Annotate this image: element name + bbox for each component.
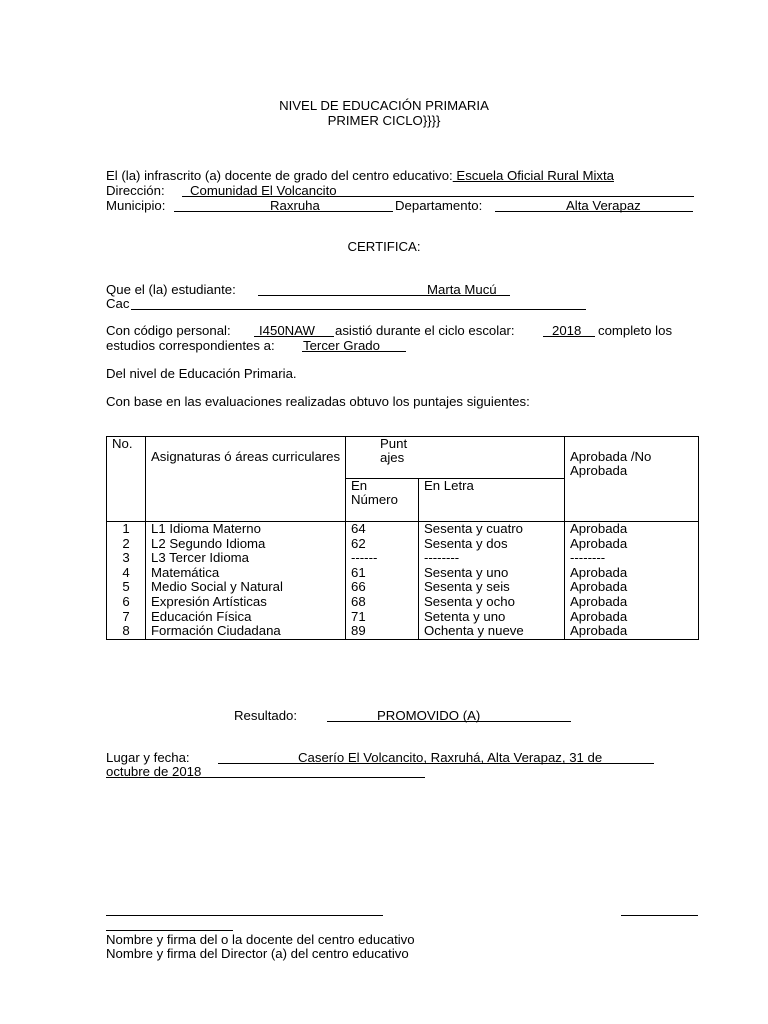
codigo-value: I450NAW — [259, 323, 315, 338]
cell-numero: 71 — [346, 610, 419, 625]
base-text: Con base en las evaluaciones realizadas obtuvo los puntajes siguientes: — [106, 394, 530, 409]
student-underline-2 — [131, 309, 586, 310]
departamento-label: Departamento: — [395, 198, 483, 213]
municipio-label: Municipio: — [106, 198, 166, 213]
header-aprobada: Aprobada /No Aprobada — [565, 437, 699, 522]
estudios-text: estudios correspondientes a: — [106, 338, 275, 353]
firma-docente-line — [106, 915, 383, 916]
student-label: Que el (la) estudiante: — [106, 282, 236, 297]
cell-estado: Aprobada — [565, 595, 699, 610]
cell-area: Medio Social y Natural — [146, 580, 346, 595]
firma-director-text: Nombre y firma del Director (a) del centro educativo — [106, 946, 409, 961]
page-title: NIVEL DE EDUCACIÓN PRIMARIA — [279, 98, 489, 113]
header-puntajes — [346, 437, 565, 479]
student-name-part2: Cac — [106, 296, 130, 311]
cell-estado: -------- — [565, 551, 699, 566]
cell-letra: Sesenta y ocho — [419, 595, 565, 610]
cell-area: L3 Tercer Idioma — [146, 551, 346, 566]
cell-no: 8 — [107, 624, 146, 639]
grades-table — [106, 436, 698, 640]
cell-letra: Sesenta y dos — [419, 537, 565, 552]
cell-area: Formación Ciudadana — [146, 624, 346, 639]
lugar-label: Lugar y fecha: — [106, 750, 190, 765]
header-en-numero-2: Número — [351, 492, 398, 507]
cell-no: 7 — [107, 610, 146, 625]
cell-no: 3 — [107, 551, 146, 566]
direccion-value: Comunidad El Volcancito — [190, 183, 337, 198]
cell-no: 6 — [107, 595, 146, 610]
lugar-underline-2 — [106, 777, 425, 778]
direccion-label: Dirección: — [106, 183, 165, 198]
departamento-value: Alta Verapaz — [566, 198, 641, 213]
cell-estado: Aprobada — [565, 566, 699, 581]
cell-numero: 66 — [346, 580, 419, 595]
cell-estado: Aprobada — [565, 610, 699, 625]
cell-area: Expresión Artísticas — [146, 595, 346, 610]
docente-line — [106, 168, 614, 183]
cell-no: 2 — [107, 537, 146, 552]
grado-value: Tercer Grado — [303, 338, 380, 353]
cell-estado: Aprobada — [565, 580, 699, 595]
cell-no: 1 — [107, 522, 146, 537]
cell-letra: Sesenta y seis — [419, 580, 565, 595]
cell-letra: Ochenta y nueve — [419, 624, 565, 639]
cell-area: Educación Física — [146, 610, 346, 625]
header-puntajes-2: ajes — [380, 450, 405, 465]
header-en-numero-1: En — [351, 478, 368, 493]
firma-director-line — [621, 915, 698, 916]
ciclo-text: asistió durante el ciclo escolar: — [335, 323, 515, 338]
certifica-heading: CERTIFICA: — [347, 239, 421, 254]
cell-no: 5 — [107, 580, 146, 595]
cell-numero: 68 — [346, 595, 419, 610]
cell-letra: Sesenta y cuatro — [419, 522, 565, 537]
direccion-line — [106, 183, 165, 198]
header-no: No. — [107, 437, 146, 522]
cell-area: Matemática — [146, 566, 346, 581]
completo-text: completo los — [598, 323, 673, 338]
municipio-value: Raxruha — [270, 198, 320, 213]
cell-numero: 64 — [346, 522, 419, 537]
cell-numero: 62 — [346, 537, 419, 552]
cell-letra: Setenta y uno — [419, 610, 565, 625]
student-name-part1: Marta Mucú — [427, 282, 497, 297]
header-en-letra: En Letra — [419, 479, 565, 522]
cell-numero: ------ — [346, 551, 419, 566]
nivel-text: Del nivel de Educación Primaria. — [106, 366, 297, 381]
header-en-numero — [346, 479, 419, 522]
cell-estado: Aprobada — [565, 522, 699, 537]
header-asignaturas: Asignaturas ó áreas curriculares — [146, 437, 346, 522]
lugar-value-2: octubre de 2018 — [106, 764, 202, 779]
page-subtitle: PRIMER CICLO}}}} — [327, 113, 441, 128]
cell-area: L1 Idioma Materno — [146, 522, 346, 537]
cell-numero: 61 — [346, 566, 419, 581]
cell-area: L2 Segundo Idioma — [146, 537, 346, 552]
cell-estado: Aprobada — [565, 537, 699, 552]
header-puntajes-1: Punt — [380, 436, 408, 451]
cell-letra: Sesenta y uno — [419, 566, 565, 581]
cell-numero: 89 — [346, 624, 419, 639]
lugar-value-1: Caserío El Volcancito, Raxruhá, Alta Verapaz, 31 de — [298, 750, 603, 765]
cell-no: 4 — [107, 566, 146, 581]
docente-text: El (la) infrascrito (a) docente de grado del centro educativo: — [106, 168, 453, 183]
resultado-label: Resultado: — [234, 708, 298, 723]
resultado-value: PROMOVIDO (A) — [377, 708, 481, 723]
codigo-label: Con código personal: — [106, 323, 231, 338]
firma-short-line — [106, 930, 233, 931]
firma-docente-text: Nombre y firma del o la docente del centro educativo — [106, 932, 415, 947]
cell-letra: -------- — [419, 551, 565, 566]
ciclo-year: 2018 — [552, 323, 582, 338]
centro-value: Escuela Oficial Rural Mixta — [452, 168, 614, 183]
cell-estado: Aprobada — [565, 624, 699, 639]
